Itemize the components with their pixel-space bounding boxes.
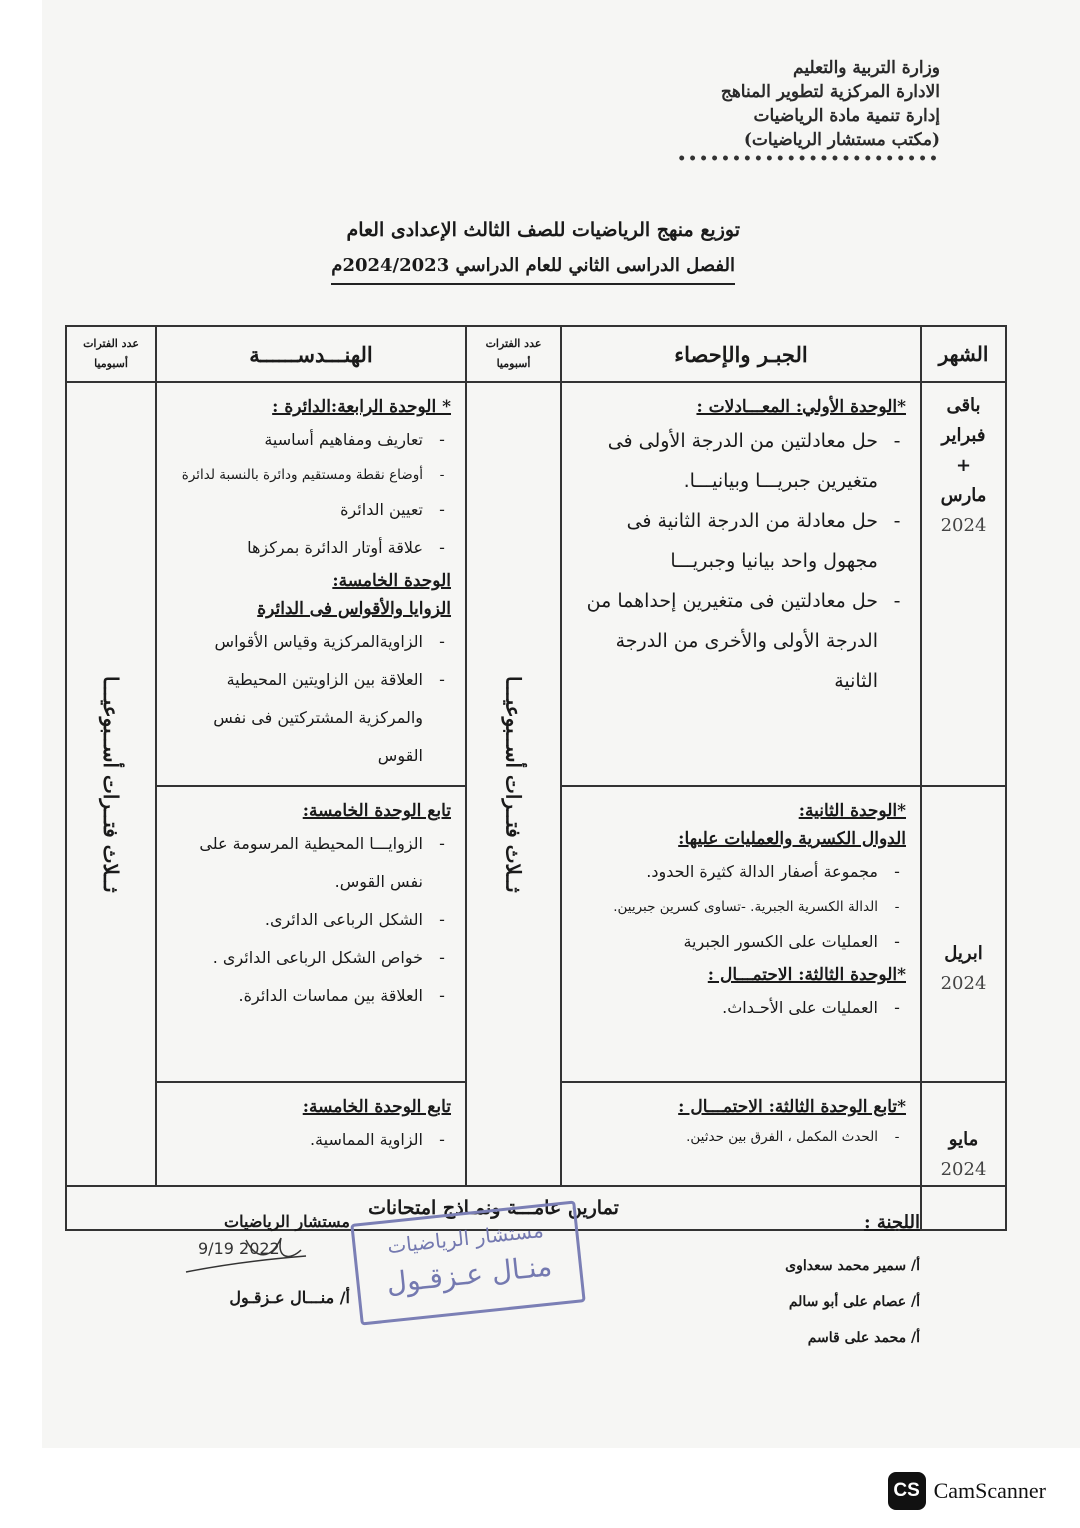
topic-item (167, 939, 451, 977)
bullet-dash-icon: - (893, 430, 901, 452)
topic-item (167, 529, 451, 567)
bullet-dash-icon: - (439, 910, 445, 929)
unit-heading-text: الدوال الكسرية والعمليات عليها: (678, 829, 906, 849)
unit-heading (572, 1093, 906, 1121)
ministry-line-1: وزارة التربية والتعليم (793, 58, 940, 78)
handwritten-signature (176, 1230, 316, 1288)
topic-item (572, 501, 906, 581)
unit-heading (167, 567, 451, 595)
month-label: مايو (948, 1129, 979, 1150)
topic-text: العلاقة بين الزاويتين المحيطية والمركزية المشتركتين فى نفس القوس (213, 670, 423, 765)
month-label: مارس (940, 485, 987, 506)
topic-text: أوضاع نقطة ومستقيم ودائرة بالنسبة لدائرة (181, 467, 423, 483)
unit-heading (572, 961, 906, 989)
topic-item (167, 661, 451, 775)
month-year: 2024 (940, 515, 987, 536)
bullet-dash-icon: - (893, 510, 901, 532)
topic-text: حل معادلتين من الدرجة الأولى فى متغيرين جبريـــا وبيانيـــا. (607, 430, 878, 492)
header-dotted-rule: •••••••••••••••••••••••• (677, 151, 940, 167)
bullet-dash-icon: - (894, 932, 900, 951)
bullet-dash-icon: - (894, 899, 900, 915)
title-line-2: الفصل الدراسى الثاني للعام الدراسي 2024/2023م (331, 251, 735, 285)
topic-item (167, 901, 451, 939)
stamp-line-2: منـال عـزقـول (384, 1249, 554, 1300)
header-algebra: الجبـر والإحصاء (561, 326, 921, 382)
month-cell-feb-mar (921, 382, 1006, 786)
weekly-periods-geometry (66, 382, 156, 1186)
topic-item (572, 891, 906, 923)
header-periods-geometry: عدد الفترات أسبوميا (66, 326, 156, 382)
month-year: 2024 (940, 973, 987, 994)
ministry-header (677, 56, 940, 167)
topic-text: العمليات على الكسور الجبرية (683, 932, 878, 951)
bullet-dash-icon: - (439, 1130, 445, 1149)
topic-item (572, 1121, 906, 1153)
bullet-dash-icon: - (894, 998, 900, 1017)
unit-heading (167, 797, 451, 825)
bullet-dash-icon: - (439, 500, 445, 519)
unit-heading (572, 393, 906, 421)
footer-exercises: تمارين عامـــة ونمـاذج امتحانات (66, 1186, 921, 1230)
month-label: ابريل (944, 943, 983, 964)
topic-item (572, 421, 906, 501)
ministry-line-3: إدارة تنمية مادة الرياضيات (753, 106, 940, 126)
topic-item (167, 421, 451, 459)
bullet-dash-icon: - (894, 1129, 900, 1145)
unit-heading-text: * الوحدة الرابعة:الدائرة : (272, 397, 451, 417)
curriculum-table (65, 325, 1007, 1231)
topic-item (167, 491, 451, 529)
topic-text: الدالة الكسرية الجبرية. -تساوى كسرين جبريين. (613, 899, 878, 915)
bullet-dash-icon: - (439, 538, 445, 557)
document-title (300, 215, 740, 285)
topic-item (572, 989, 906, 1027)
unit-heading-text: *الوحدة الثانية: (798, 801, 906, 821)
unit-heading-text: تابع الوحدة الخامسة: (302, 801, 451, 821)
month-cell-may (921, 1082, 1006, 1186)
committee-member-3: أ/ محمد على قاسم (807, 1330, 920, 1346)
table-header-row (66, 326, 1006, 382)
topic-text: العمليات على الأحـداث. (722, 998, 878, 1017)
topic-item (572, 853, 906, 891)
topic-text: تعيين الدائرة (340, 500, 423, 519)
month-label: فبراير (941, 425, 986, 446)
camscanner-logo-icon: CS (888, 1472, 926, 1510)
topic-text: حل معادلة من الدرجة الثانية فى مجهول واحد بيانيا وجبريـــا (626, 510, 878, 572)
unit-heading-text: الوحدة الخامسة: (332, 571, 451, 591)
header-periods-algebra: عدد الفترات أسبوميا (466, 326, 561, 382)
topic-text: الشكل الرباعى الدائرى. (264, 910, 423, 929)
topic-text: مجموعة أصفار الدالة كثيرة الحدود. (646, 862, 878, 881)
month-year: 2024 (940, 1159, 987, 1180)
topic-item (167, 977, 451, 1015)
header-month: الشهر (921, 326, 1006, 382)
algebra-cell-may (561, 1082, 921, 1186)
unit-heading-text: *تابع الوحدة الثالثة: الاحتمـــال : (678, 1097, 906, 1117)
unit-heading (167, 595, 451, 623)
topic-item (167, 1121, 451, 1159)
algebra-cell-april (561, 786, 921, 1082)
month-cell-april (921, 786, 1006, 1082)
bullet-dash-icon: - (439, 834, 445, 853)
footer-empty-month (921, 1186, 1006, 1230)
title-line-1: توزيع منهج الرياضيات للصف الثالث الإعدادى العام (346, 219, 740, 241)
unit-heading-text: *الوحدة الثالثة: الاحتمـــال : (707, 965, 906, 985)
geometry-cell-may (156, 1082, 466, 1186)
bullet-dash-icon: - (439, 632, 445, 651)
bullet-dash-icon: - (439, 986, 445, 1005)
unit-heading (167, 1093, 451, 1121)
topic-item (572, 581, 906, 701)
signature-date: 9/19 2022 (198, 1239, 280, 1258)
committee-block (785, 1208, 920, 1356)
committee-heading: اللجنة : (863, 1212, 920, 1233)
topic-item (572, 923, 906, 961)
stamp-line-1: مستشار الرياضيات (386, 1218, 545, 1259)
weekly-periods-algebra (466, 382, 561, 1186)
ministry-line-2: الادارة المركزية لتطوير المناهج (720, 82, 940, 102)
committee-member-2: أ/ عصام على أبو سالم (788, 1294, 920, 1310)
topic-item (167, 459, 451, 491)
bullet-dash-icon: - (894, 862, 900, 881)
table-row-february-march (66, 382, 1006, 786)
ministry-line-4: (مكتب مستشار الرياضيات) (743, 130, 940, 150)
unit-heading (572, 825, 906, 853)
weekly-periods-geometry-text: ثــلاث فتــرات أســبوعيـــا (99, 675, 123, 893)
topic-item (167, 825, 451, 901)
bullet-dash-icon: - (439, 430, 445, 449)
weekly-periods-algebra-text: ثــلاث فتــرات أســبوعيـــا (501, 675, 526, 893)
topic-text: الزوايـــا المحيطية المرسومة على نفس القوس. (199, 834, 423, 891)
bullet-dash-icon: - (439, 467, 445, 483)
bullet-dash-icon: - (439, 670, 445, 689)
camscanner-watermark (888, 1472, 1046, 1510)
camscanner-text: CamScanner (933, 1478, 1046, 1503)
topic-item (167, 623, 451, 661)
topic-text: حل معادلتين فى متغيرين إحداهما من الدرجة الأولى والأخرى من الدرجة الثانية (586, 590, 878, 692)
advisor-title: مستشار الرياضيات (224, 1212, 350, 1231)
topic-text: الزاوية المماسية. (309, 1130, 423, 1149)
unit-heading-text: *الوحدة الأولي: المعـــادلات : (696, 397, 906, 417)
bullet-dash-icon: - (439, 948, 445, 967)
topic-text: الزاويةالمركزية وقياس الأقواس (214, 632, 423, 651)
topic-text: الحدث المكمل ، الفرق بين حدثين. (686, 1129, 878, 1145)
month-label: باقى (946, 395, 981, 416)
unit-heading (572, 797, 906, 825)
topic-text: تعاريف ومفاهيم أساسية (264, 430, 423, 449)
bullet-dash-icon: - (893, 590, 901, 612)
geometry-cell-feb-mar (156, 382, 466, 786)
topic-text: خواص الشكل الرباعى الدائرى . (212, 948, 423, 967)
unit-heading-text: تابع الوحدة الخامسة: (302, 1097, 451, 1117)
header-geometry: الهنـــدســــــة (156, 326, 466, 382)
unit-heading (167, 393, 451, 421)
month-label: + (955, 455, 972, 476)
unit-heading-text: الزوايا والأقواس فى الدائرة (257, 599, 451, 619)
geometry-cell-april (156, 786, 466, 1082)
committee-member-1: أ/ سمير محمد سعداوى (785, 1258, 920, 1274)
algebra-cell-feb-mar (561, 382, 921, 786)
topic-text: علاقة أوتار الدائرة بمركزها (247, 538, 423, 557)
advisor-name: أ/ منـــال عـزقـول (229, 1288, 350, 1307)
topic-text: العلاقة بين مماسات الدائرة. (238, 986, 423, 1005)
